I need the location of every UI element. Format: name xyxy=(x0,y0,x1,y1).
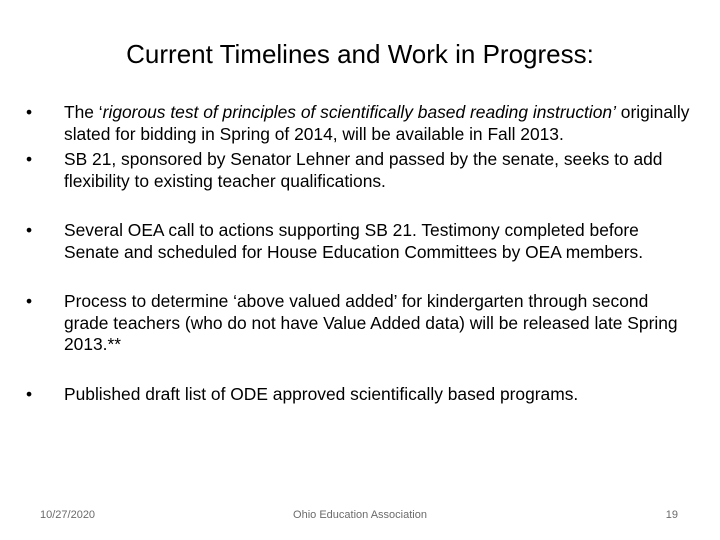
bullet-icon: • xyxy=(26,291,33,311)
bullet-text: SB 21, sponsored by Senator Lehner and passed by the senate, seeks to add flexibility to existing teacher qualifications. xyxy=(64,149,663,191)
bullet-text-suffix: originally slated for bidding in Spring of 2014, will be available in Fall 2013. xyxy=(64,102,690,144)
bullet-icon: • xyxy=(26,220,33,240)
bullet-item xyxy=(26,220,692,263)
bullet-item xyxy=(26,149,692,192)
bullet-text-italic: rigorous test of principles of scientifically based reading instruction’ xyxy=(102,102,616,122)
bullet-text-prefix: The ‘ xyxy=(64,102,103,122)
bullet-icon: • xyxy=(26,149,33,169)
bullet-item xyxy=(26,384,692,406)
footer-page-number: 19 xyxy=(665,509,678,521)
bullet-item xyxy=(26,102,692,145)
bullet-list xyxy=(26,102,692,405)
bullet-text: Process to determine ‘above valued added’ for kindergarten through second grade teachers (who do not have Value Added data) will be released late Spring 2013.** xyxy=(64,291,678,354)
bullet-text: Published draft list of ODE approved scientifically based programs. xyxy=(64,383,579,404)
bullet-item xyxy=(26,291,692,356)
slide-title: Current Timelines and Work in Progress: xyxy=(126,39,594,69)
footer-date: 10/27/2020 xyxy=(40,509,96,521)
footer-organization: Ohio Education Association xyxy=(293,509,427,521)
bullet-text: Several OEA call to actions supporting SB 21. Testimony completed before Senate and scheduled for House Education Committees by OEA members. xyxy=(64,220,644,262)
bullet-icon: • xyxy=(26,102,33,122)
bullet-icon: • xyxy=(26,383,33,404)
